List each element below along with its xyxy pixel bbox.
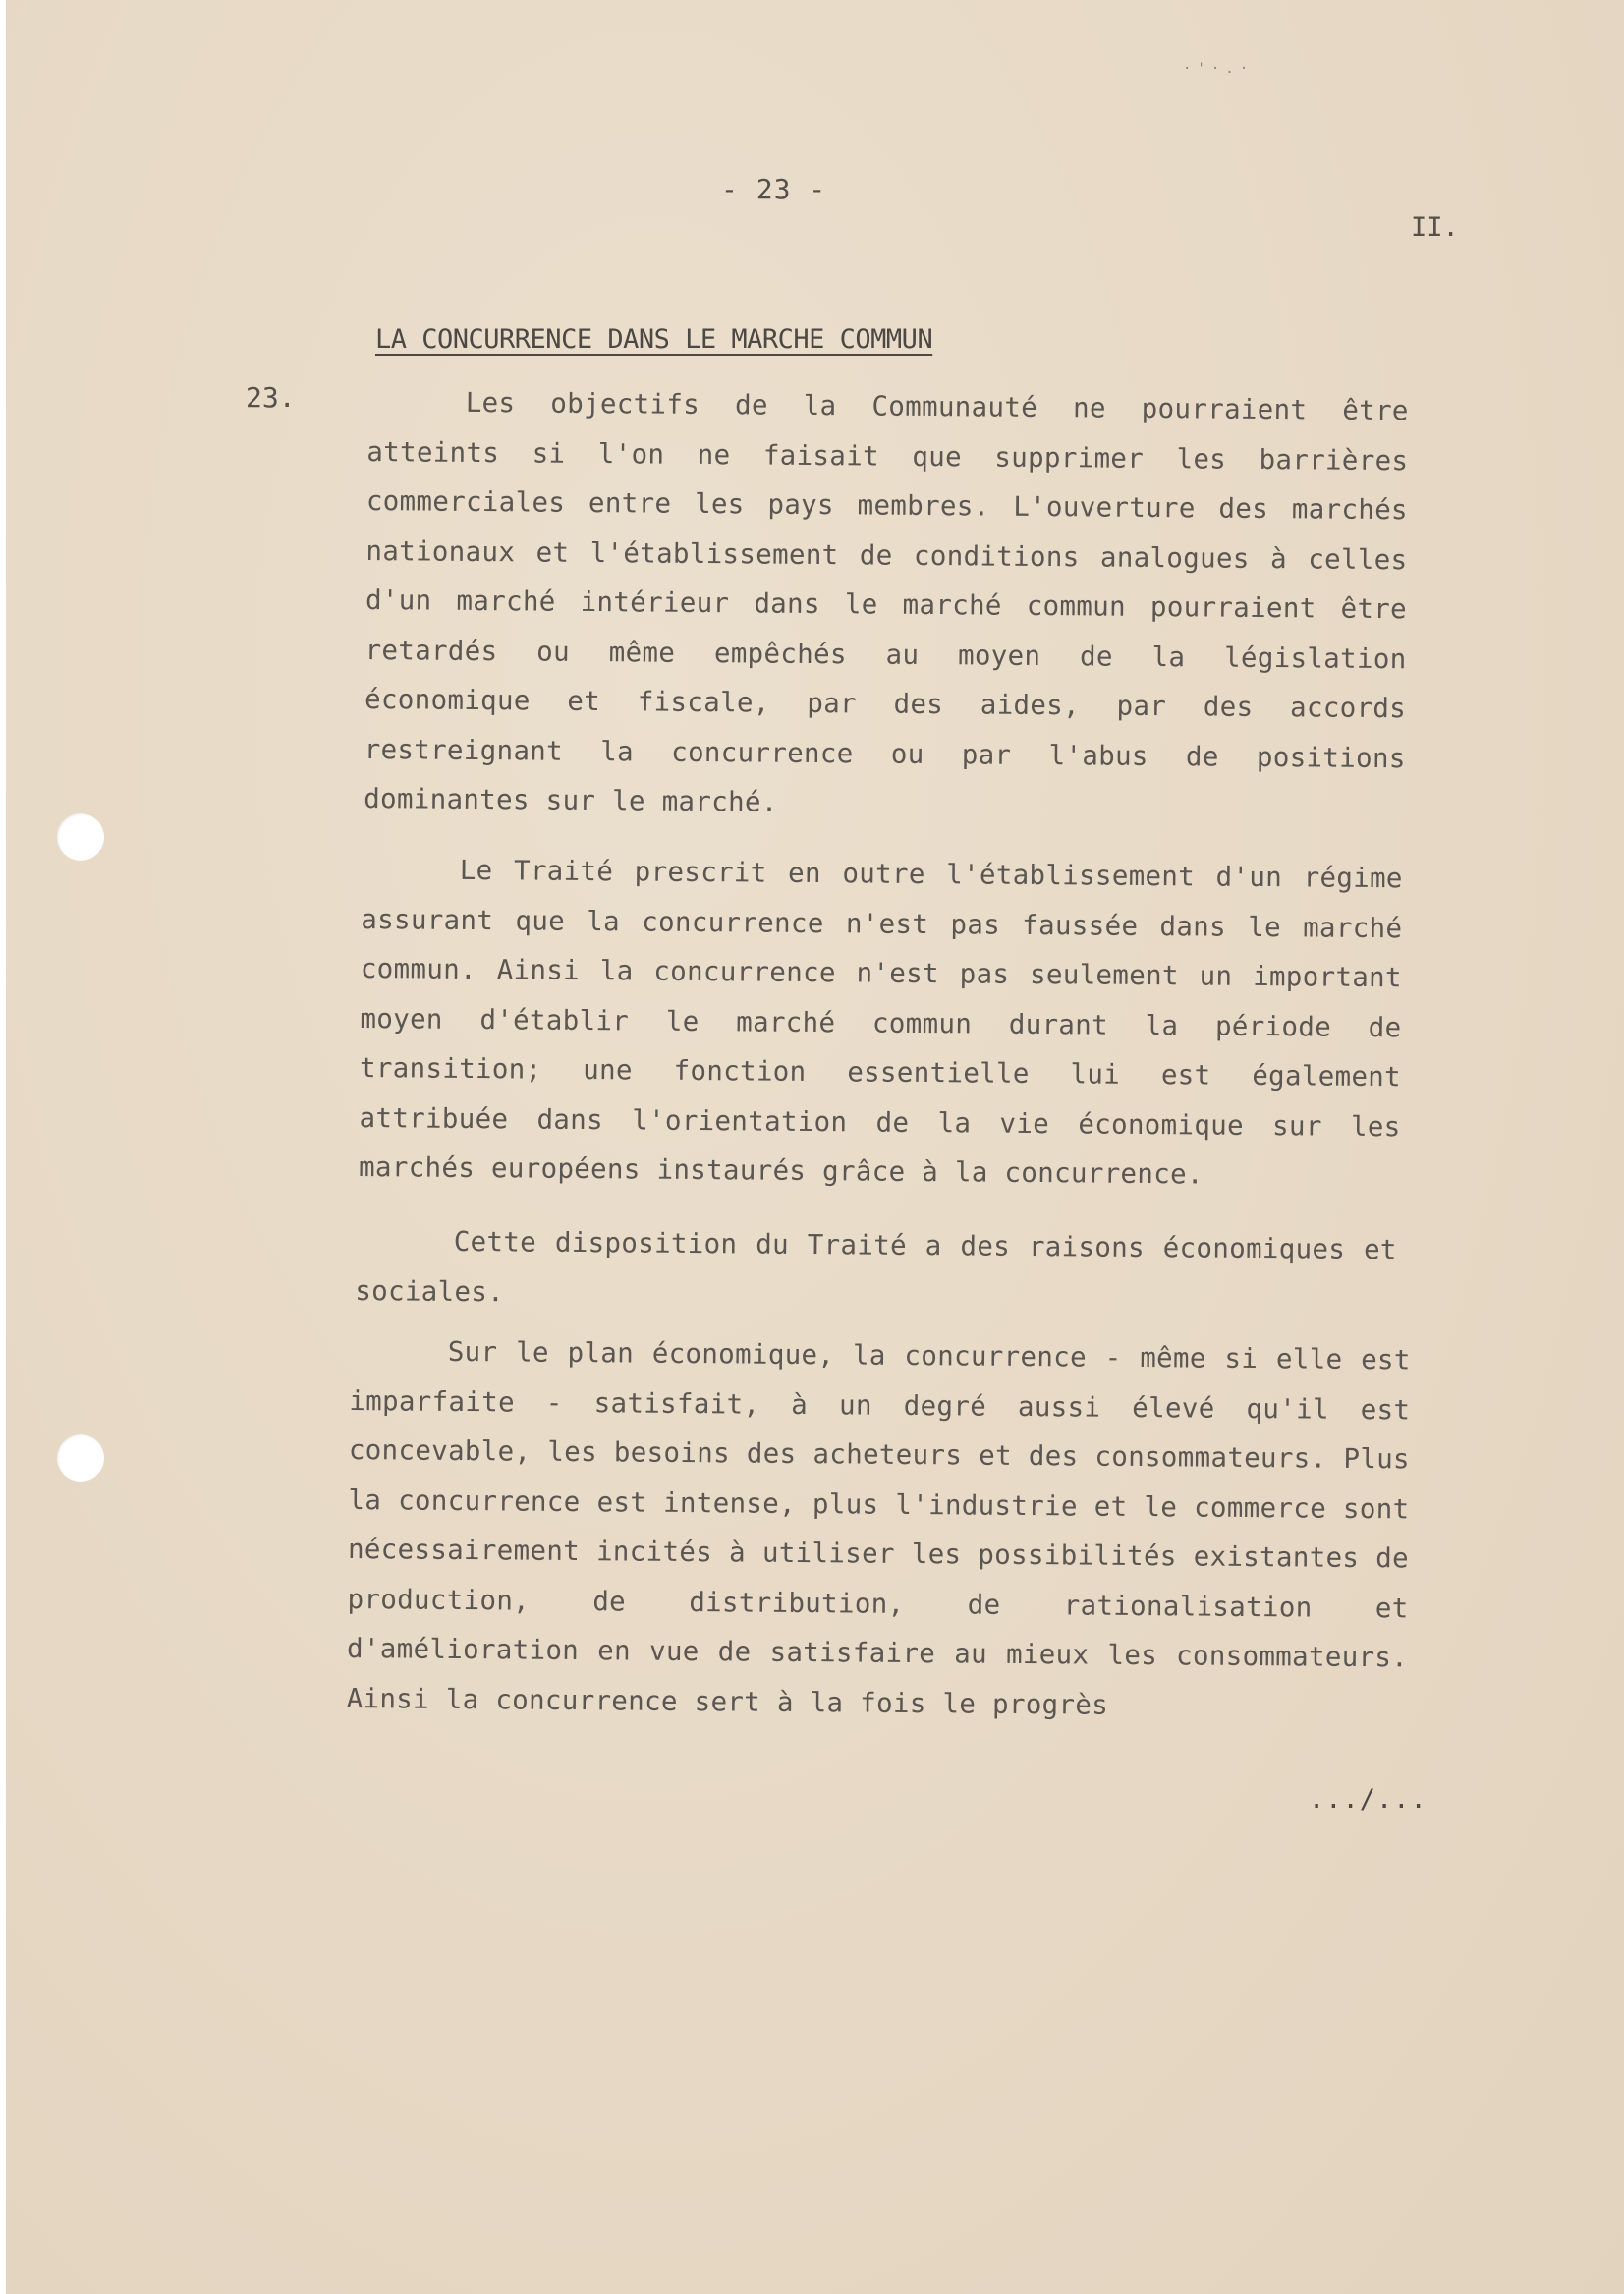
paragraph-3: Cette disposition du Traité a des raisons économiques et sociales. [355, 1225, 1397, 1308]
punch-hole-bottom [57, 1434, 104, 1482]
paragraph-4: Sur le plan économique, la concurrence - même si elle est imparfaite - satisfait, à un degré aussi élevé qu'il est concevable, les besoins des acheteurs et des consommateurs. Plus la concurrence est intense, plus l'industrie et le commerce sont nécessairement incités à utiliser les possibilités existantes de production, de distribution, de rationalisation et d'amélioration en vue de satisfaire au mieux les consommateurs. Ainsi la concurrence sert à la fois le progrès [346, 1335, 1411, 1721]
paragraph-1: Les objectifs de la Communauté ne pourraient être atteints si l'on ne faisait que supprimer les barrières commerciales entre les pays membres. L'ouverture des marchés nationaux et l'établissement de conditions analogues à celles d'un marché intérieur dans le marché commun pourraient être retardés ou même empêchés au moyen de la législation économique et fiscale, par des aides, par des accords restreignant la concurrence ou par l'abus de positions dominantes sur le marché. [364, 386, 1409, 818]
document-page [6, 0, 1624, 2294]
section-number: II. [1411, 212, 1459, 243]
punch-hole-top [57, 813, 104, 861]
page-number: - 23 - [721, 173, 827, 205]
paragraph-margin-number: 23. [246, 381, 296, 414]
paragraph-2: Le Traité prescrit en outre l'établissement d'un régime assurant que la concurrence n'est pas faussée dans le marché commun. Ainsi la concurrence n'est pas seulement un important moyen d'établir le marché commun durant la période de transition; une fonction essentielle lui est également attribuée dans l'orientation de la vie économique sur les marchés européens instaurés grâce à la concurrence. [358, 854, 1403, 1191]
continuation-mark: .../... [1309, 1784, 1428, 1815]
paper-speck-marks: ·'·.· [1183, 61, 1255, 77]
section-heading: LA CONCURRENCE DANS LE MARCHE COMMUN [375, 324, 933, 355]
